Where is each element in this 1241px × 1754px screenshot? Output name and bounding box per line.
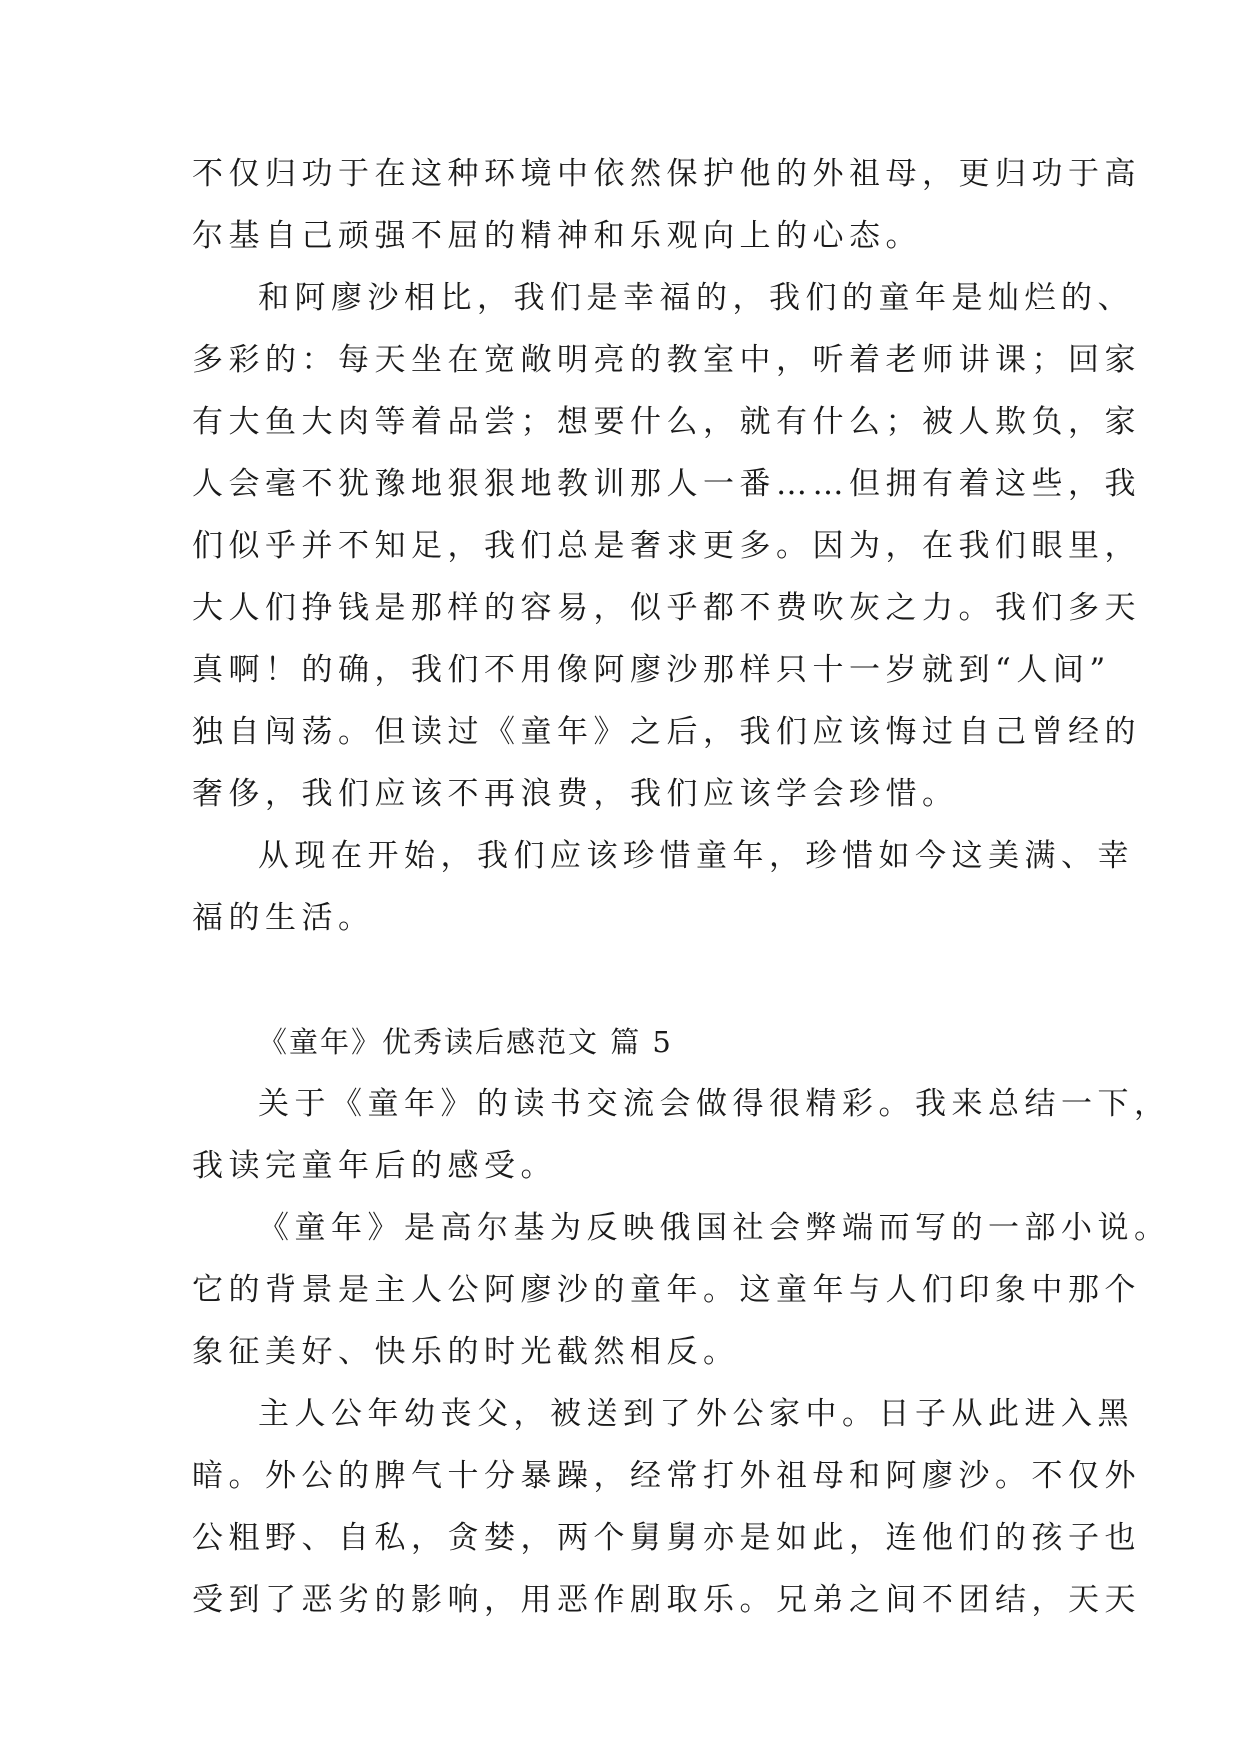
paragraph-line: 独自闯荡。但读过《童年》之后，我们应该悔过自己曾经的: [192, 714, 1141, 750]
section-gap: [192, 960, 1062, 1022]
paragraph-line: 不仅归功于在这种环境中依然保护他的外祖母，更归功于高: [192, 156, 1141, 192]
paragraph-line: 从现在开始，我们应该珍惜童年，珍惜如今这美满、幸: [258, 838, 1134, 874]
paragraph-line: 受到了恶劣的影响，用恶作剧取乐。兄弟之间不团结，天天: [192, 1582, 1141, 1618]
paragraph-line: 我读完童年后的感受。: [192, 1148, 557, 1184]
paragraph-line: 真啊！的确，我们不用像阿廖沙那样只十一岁就到“人间”: [192, 652, 1111, 688]
paragraph-line: 大人们挣钱是那样的容易，似乎都不费吹灰之力。我们多天: [192, 590, 1141, 626]
paragraph-line: 《童年》是高尔基为反映俄国社会弊端而写的一部小说。: [258, 1210, 1171, 1246]
section-heading: 《童年》优秀读后感范文 篇 5: [258, 1025, 673, 1059]
paragraph-line: 暗。外公的脾气十分暴躁，经常打外祖母和阿廖沙。不仅外: [192, 1458, 1141, 1494]
paragraph-line: 尔基自己顽强不屈的精神和乐观向上的心态。: [192, 218, 922, 254]
paragraph-line: 奢侈，我们应该不再浪费，我们应该学会珍惜。: [192, 776, 959, 812]
paragraph-line: 多彩的：每天坐在宽敞明亮的教室中，听着老师讲课；回家: [192, 342, 1141, 378]
paragraph-line: 关于《童年》的读书交流会做得很精彩。我来总结一下，: [258, 1086, 1171, 1122]
paragraph-line: 它的背景是主人公阿廖沙的童年。这童年与人们印象中那个: [192, 1272, 1141, 1308]
paragraph-line: 象征美好、快乐的时光截然相反。: [192, 1334, 740, 1370]
paragraph-line: 们似乎并不知足，我们总是奢求更多。因为，在我们眼里，: [192, 528, 1141, 564]
paragraph-line: 主人公年幼丧父，被送到了外公家中。日子从此进入黑: [258, 1396, 1134, 1432]
paragraph-line: 人会毫不犹豫地狠狠地教训那人一番……但拥有着这些，我: [192, 466, 1141, 502]
paragraph-line: 有大鱼大肉等着品尝；想要什么，就有什么；被人欺负，家: [192, 404, 1141, 440]
paragraph-line: 公粗野、自私，贪婪，两个舅舅亦是如此，连他们的孩子也: [192, 1520, 1141, 1556]
document-body: [192, 154, 1171, 1642]
paragraph-line: 福的生活。: [192, 900, 375, 936]
paragraph-line: 和阿廖沙相比，我们是幸福的，我们的童年是灿烂的、: [258, 280, 1134, 316]
